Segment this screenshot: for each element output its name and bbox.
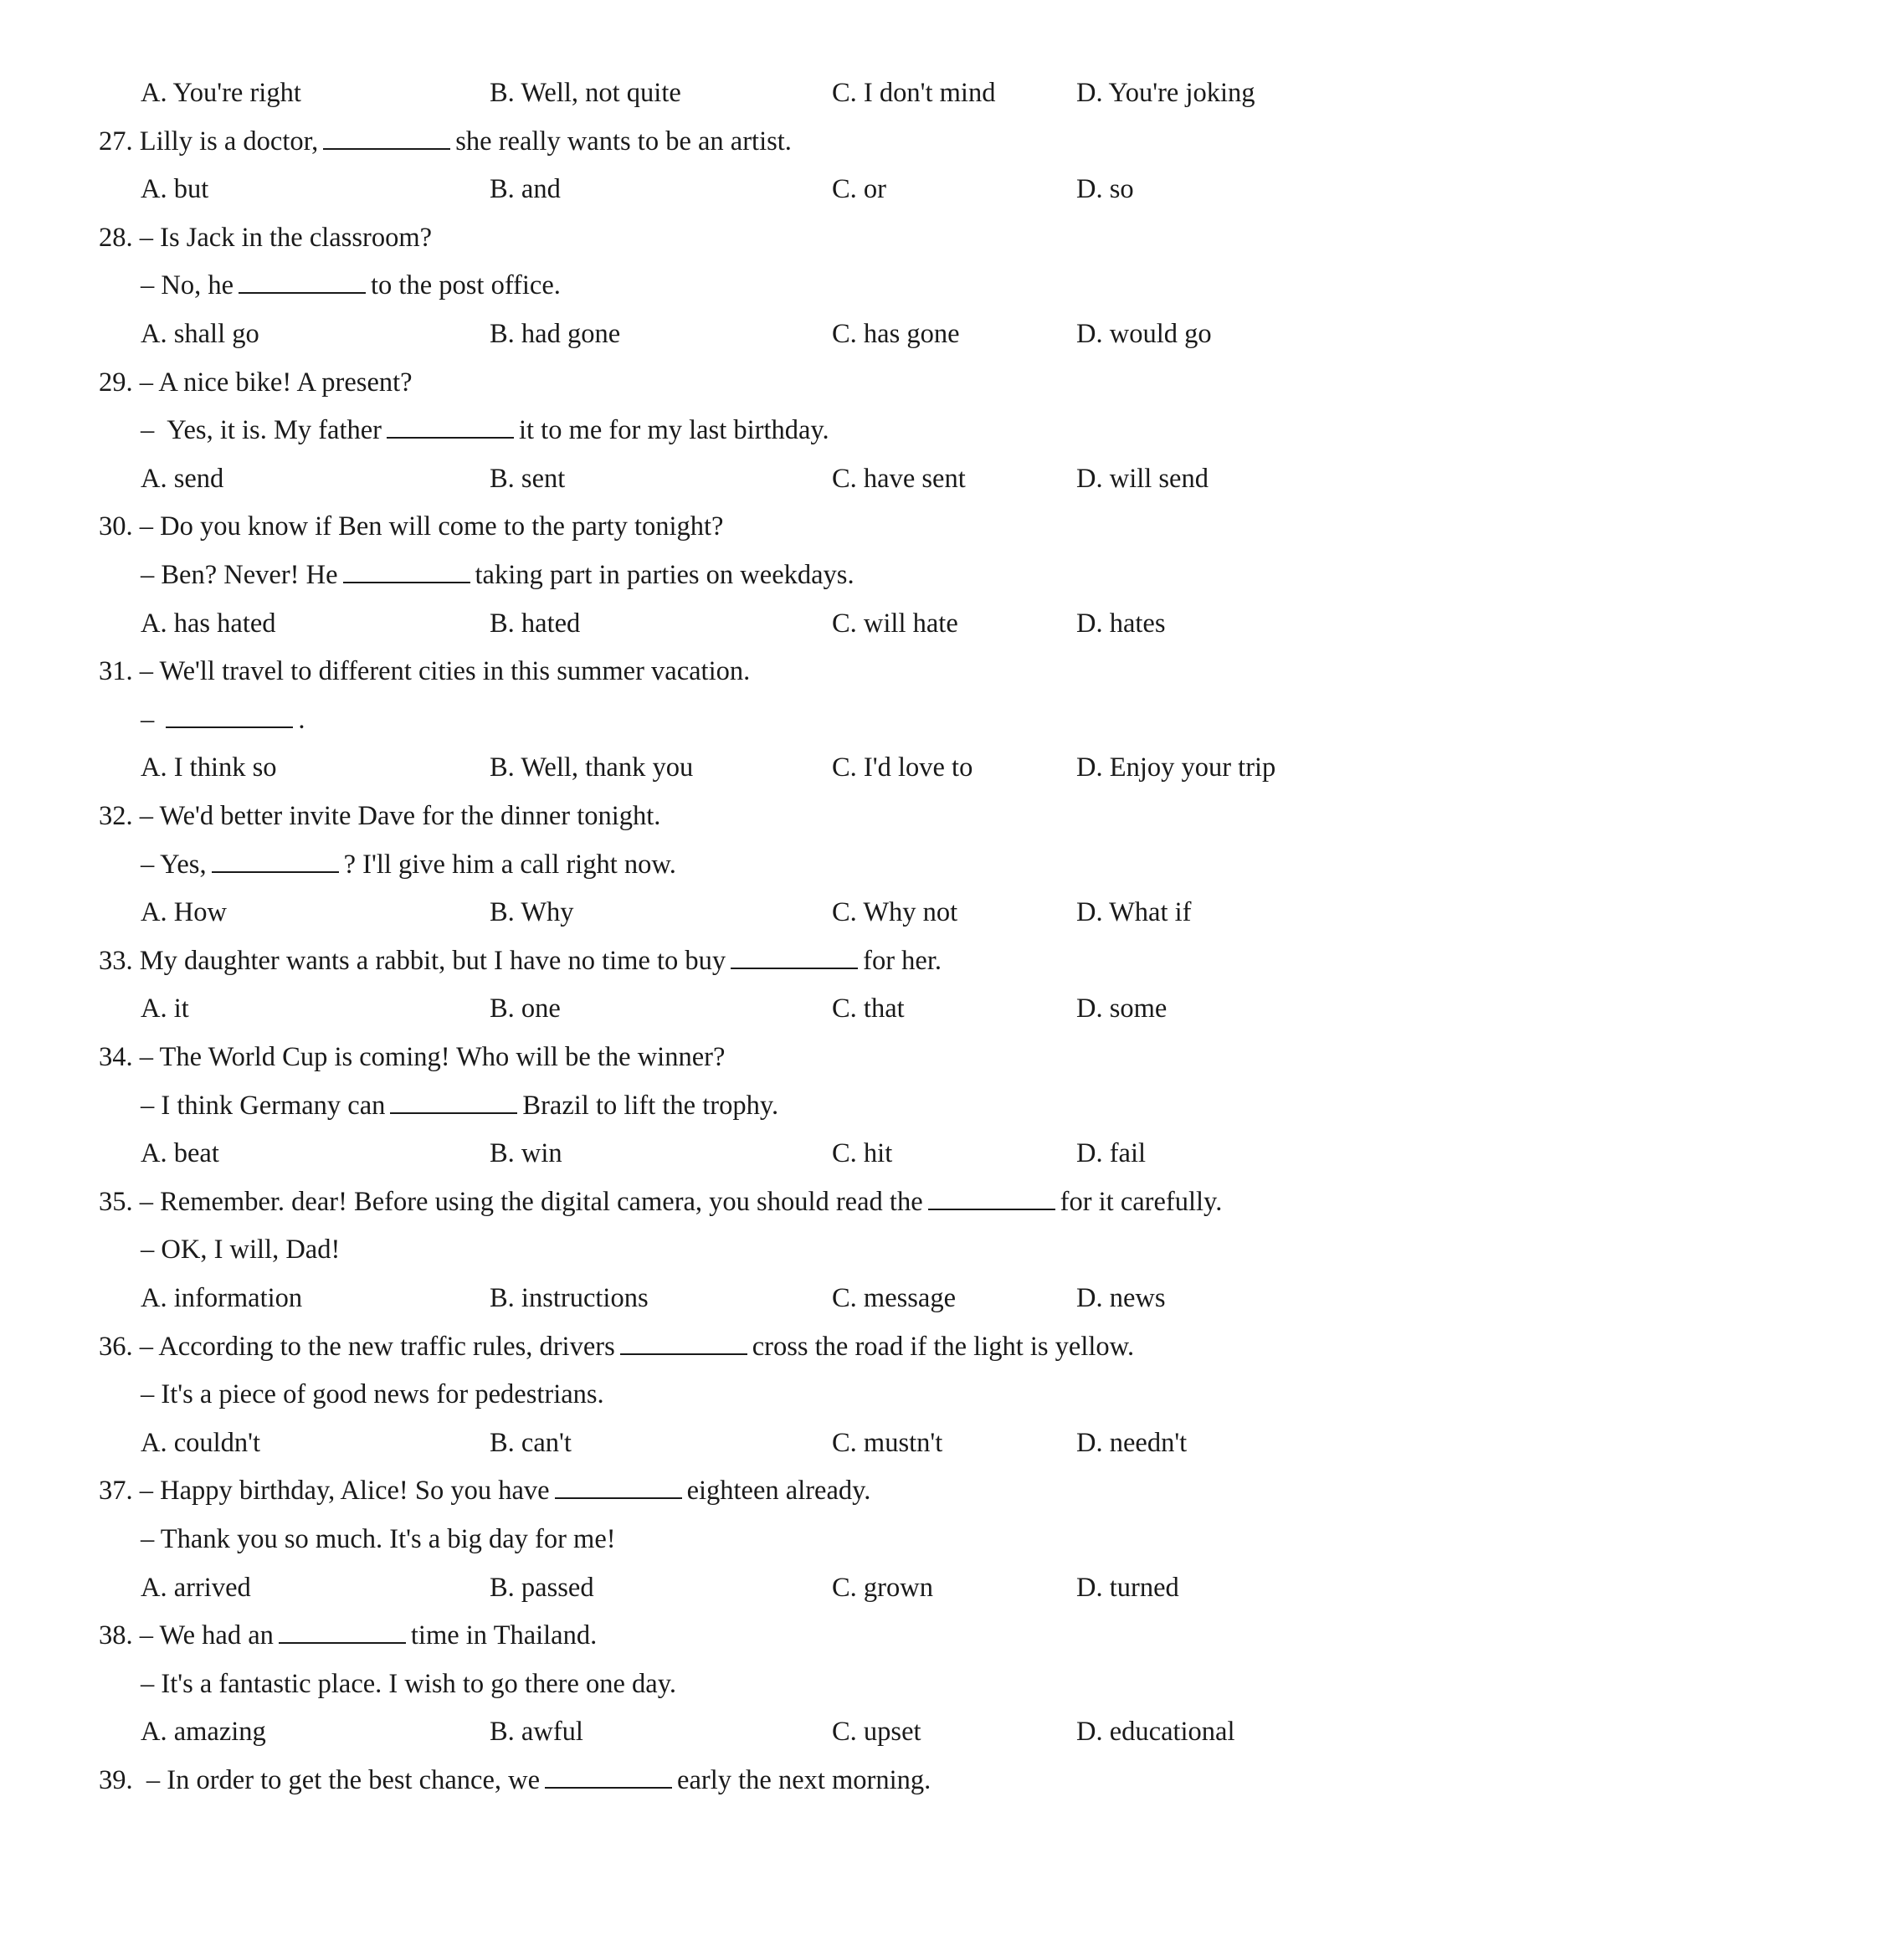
dialog-line <box>141 551 854 599</box>
question-text: – We had an <box>139 1620 274 1651</box>
option-c: C. has gone <box>832 319 960 349</box>
option-b: B. instructions <box>490 1283 649 1313</box>
option-b: B. had gone <box>490 319 621 349</box>
option-b: B. one <box>490 993 561 1024</box>
option-a: A. information <box>141 1283 303 1313</box>
answer-blank <box>731 941 858 969</box>
option-b: B. Well, not quite <box>490 78 681 108</box>
question-line <box>99 647 750 696</box>
option-d: D. some <box>1076 993 1168 1024</box>
option-c: C. I'd love to <box>832 752 973 783</box>
answer-blank <box>620 1327 747 1355</box>
question-line <box>99 502 723 551</box>
question-text: – Is Jack in the classroom? <box>139 222 433 253</box>
dialog-text: – OK, I will, Dad! <box>141 1235 341 1265</box>
option-d: D. needn't <box>1076 1427 1188 1458</box>
question-number: 35. <box>99 1186 140 1217</box>
option-c: C. will hate <box>832 608 958 639</box>
dialog-line <box>141 1225 340 1274</box>
dialog-text: – No, he <box>141 270 234 301</box>
dialog-line <box>141 1081 778 1130</box>
question-line <box>99 1178 1222 1226</box>
dialog-text-after: taking part in parties on weekdays. <box>475 560 854 590</box>
answer-blank <box>343 555 470 583</box>
option-b: B. awful <box>490 1717 583 1748</box>
option-c: C. have sent <box>832 463 966 494</box>
question-line <box>99 117 792 166</box>
question-text-after: early the next morning. <box>677 1765 931 1795</box>
option-a: A. but <box>141 174 209 205</box>
dialog-text-after: . <box>298 704 305 735</box>
answer-blank <box>555 1471 682 1499</box>
dialog-text: – <box>141 704 162 735</box>
question-line <box>99 1756 931 1805</box>
question-text: – The World Cup is coming! Who will be the winner? <box>139 1042 726 1072</box>
question-text-after: eighteen already. <box>686 1476 871 1507</box>
question-number: 31. <box>99 656 140 687</box>
option-a: A. arrived <box>141 1572 251 1603</box>
question-text-after: time in Thailand. <box>410 1620 598 1651</box>
option-d: D. fail <box>1076 1138 1147 1169</box>
question-number: 38. <box>99 1620 140 1651</box>
option-a: A. How <box>141 897 227 928</box>
question-text: – A nice bike! A present? <box>139 367 413 398</box>
option-a: A. couldn't <box>141 1427 261 1458</box>
option-a: A. it <box>141 993 189 1024</box>
option-c: C. or <box>832 174 886 205</box>
dialog-text-after: ? I'll give him a call right now. <box>343 849 676 880</box>
option-a: A. I think so <box>141 752 277 783</box>
dialog-line <box>141 696 305 744</box>
option-b: B. sent <box>490 463 566 494</box>
option-a: A. amazing <box>141 1717 266 1748</box>
answer-blank <box>212 845 339 873</box>
question-line <box>99 213 432 262</box>
question-text: – We'd better invite Dave for the dinner tonight. <box>139 801 661 831</box>
dialog-text: – It's a piece of good news for pedestrians. <box>141 1379 604 1410</box>
question-number: 28. <box>99 222 140 253</box>
question-line <box>99 1466 870 1515</box>
question-line <box>99 358 413 407</box>
dialog-line <box>141 1660 676 1708</box>
question-text: – According to the new traffic rules, drivers <box>139 1331 615 1362</box>
question-number: 36. <box>99 1331 140 1362</box>
question-text: Lilly is a doctor, <box>139 126 319 157</box>
option-d: D. turned <box>1076 1572 1179 1603</box>
answer-blank <box>323 121 450 150</box>
option-b: B. and <box>490 174 561 205</box>
option-a: A. shall go <box>141 319 259 349</box>
option-b: B. hated <box>490 608 581 639</box>
question-number: 27. <box>99 126 140 157</box>
question-number: 29. <box>99 367 140 398</box>
answer-blank <box>928 1182 1055 1210</box>
option-b: B. Why <box>490 897 574 928</box>
dialog-line <box>141 261 561 310</box>
question-number: 39. <box>99 1765 140 1795</box>
option-b: B. Well, thank you <box>490 752 694 783</box>
option-d: D. would go <box>1076 319 1212 349</box>
option-d: D. hates <box>1076 608 1166 639</box>
option-c: C. Why not <box>832 897 958 928</box>
dialog-text: – Ben? Never! He <box>141 560 338 590</box>
answer-blank <box>545 1760 672 1789</box>
question-text: My daughter wants a rabbit, but I have no time to buy <box>139 945 726 976</box>
dialog-text-after: it to me for my last birthday. <box>519 415 829 446</box>
dialog-line <box>141 406 829 454</box>
option-b: B. can't <box>490 1427 572 1458</box>
option-b: B. win <box>490 1138 562 1169</box>
dialog-text: – Yes, it is. My father <box>141 415 382 446</box>
dialog-text: – Thank you so much. It's a big day for me! <box>141 1524 616 1554</box>
question-number: 34. <box>99 1042 140 1072</box>
dialog-line <box>141 840 676 889</box>
question-text: – Do you know if Ben will come to the party tonight? <box>139 511 724 542</box>
option-c: C. hit <box>832 1138 893 1169</box>
dialog-text-after: Brazil to lift the trophy. <box>522 1090 779 1121</box>
option-c: C. that <box>832 993 905 1024</box>
question-text-after: cross the road if the light is yellow. <box>752 1331 1135 1362</box>
dialog-text: – Yes, <box>141 849 207 880</box>
answer-blank <box>239 265 366 294</box>
option-d: D. Enjoy your trip <box>1076 752 1276 783</box>
option-c: C. grown <box>832 1572 933 1603</box>
option-a: A. send <box>141 463 224 494</box>
question-number: 33. <box>99 945 140 976</box>
dialog-line <box>141 1515 616 1563</box>
answer-blank <box>390 1086 517 1114</box>
question-line <box>99 792 660 840</box>
question-number: 30. <box>99 511 140 542</box>
option-a: A. beat <box>141 1138 219 1169</box>
option-d: D. so <box>1076 174 1134 205</box>
question-text: – We'll travel to different cities in this summer vacation. <box>139 656 751 687</box>
option-c: C. message <box>832 1283 957 1313</box>
option-d: D. will send <box>1076 463 1209 494</box>
option-a: A. has hated <box>141 608 276 639</box>
option-c: C. I don't mind <box>832 78 996 108</box>
question-text: – Happy birthday, Alice! So you have <box>139 1476 550 1507</box>
answer-blank <box>387 410 514 439</box>
question-text-after: for her. <box>863 945 942 976</box>
option-a: A. You're right <box>141 78 301 108</box>
option-d: D. You're joking <box>1076 78 1255 108</box>
option-d: D. What if <box>1076 897 1192 928</box>
question-line <box>99 1611 597 1660</box>
question-number: 32. <box>99 801 140 831</box>
dialog-text: – It's a fantastic place. I wish to go there one day. <box>141 1668 676 1699</box>
option-d: D. educational <box>1076 1717 1235 1748</box>
dialog-line <box>141 1370 604 1419</box>
question-line <box>99 937 942 985</box>
question-text: – In order to get the best chance, we <box>139 1765 541 1795</box>
option-b: B. passed <box>490 1572 594 1603</box>
answer-blank <box>166 700 293 728</box>
option-c: C. upset <box>832 1717 921 1748</box>
question-text-after: for it carefully. <box>1060 1186 1223 1217</box>
dialog-text-after: to the post office. <box>371 270 561 301</box>
question-line <box>99 1033 725 1081</box>
question-text-after: she really wants to be an artist. <box>455 126 792 157</box>
dialog-text: – I think Germany can <box>141 1090 386 1121</box>
question-line <box>99 1322 1134 1371</box>
answer-blank <box>279 1615 406 1644</box>
question-text: – Remember. dear! Before using the digital camera, you should read the <box>139 1186 923 1217</box>
question-number: 37. <box>99 1476 140 1507</box>
option-c: C. mustn't <box>832 1427 943 1458</box>
option-d: D. news <box>1076 1283 1166 1313</box>
